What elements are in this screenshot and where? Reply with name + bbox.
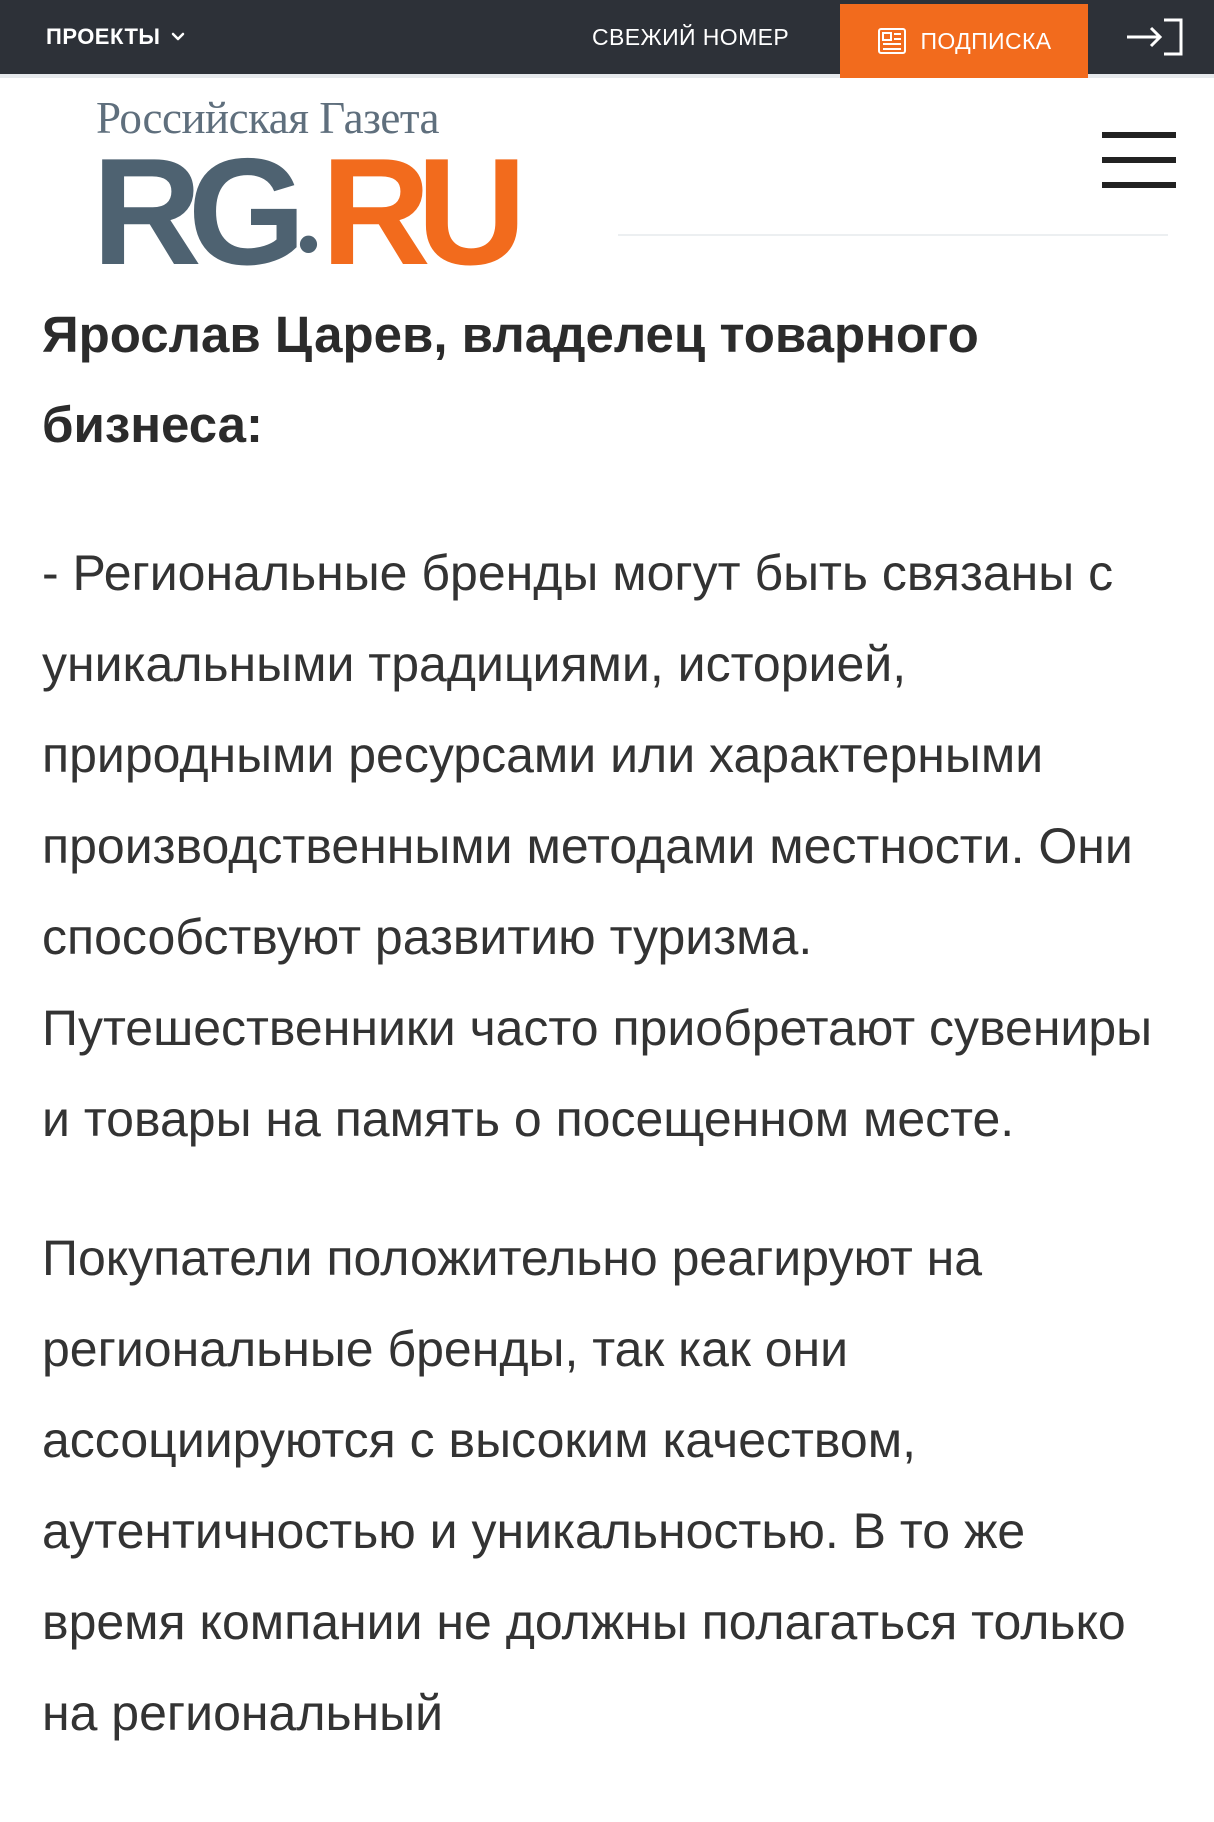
newspaper-icon <box>876 25 908 57</box>
author-heading: Ярослав Царев, владелец товарного бизнеса: <box>42 306 979 453</box>
article-paragraph: - Региональные бренды могут быть связаны с уникальными традициями, историей, природными ресурсами или характерными производственными методами местности. Они способствуют развитию туризма. Путешественники часто приобретают сувениры и товары на память о посещенном месте. <box>42 545 1153 1147</box>
logo-wordmark <box>92 127 513 297</box>
hamburger-line <box>1102 182 1176 188</box>
fresh-issue-link[interactable] <box>592 0 789 74</box>
logo-ru: RU <box>321 127 513 297</box>
chevron-down-icon <box>170 29 186 45</box>
logo-dot: • <box>298 210 320 277</box>
projects-menu[interactable] <box>46 0 186 74</box>
top-navigation-bar <box>0 0 1214 78</box>
subscribe-label: ПОДПИСКА <box>920 27 1052 54</box>
hamburger-menu-icon[interactable] <box>1102 132 1176 190</box>
subscribe-button[interactable] <box>840 4 1088 78</box>
article-paragraph: Покупатели положительно реагируют на региональные бренды, так как они ассоциируются с высоким качеством, аутентичностью и уникальностью. В то же время компании не должны полагаться только на региональный <box>42 1230 1126 1741</box>
hamburger-line <box>1102 132 1176 138</box>
fresh-issue-label: СВЕЖИЙ НОМЕР <box>592 23 790 50</box>
login-arrow-icon <box>1124 15 1186 59</box>
hamburger-line <box>1102 157 1176 163</box>
logo-title: Российская Газета <box>96 93 440 143</box>
header-divider <box>618 234 1168 236</box>
login-button[interactable] <box>1100 0 1210 74</box>
logo-rg: RG <box>92 127 292 297</box>
site-logo[interactable] <box>92 92 536 297</box>
article-body <box>42 290 1182 1759</box>
projects-label: ПРОЕКТЫ <box>46 24 161 49</box>
